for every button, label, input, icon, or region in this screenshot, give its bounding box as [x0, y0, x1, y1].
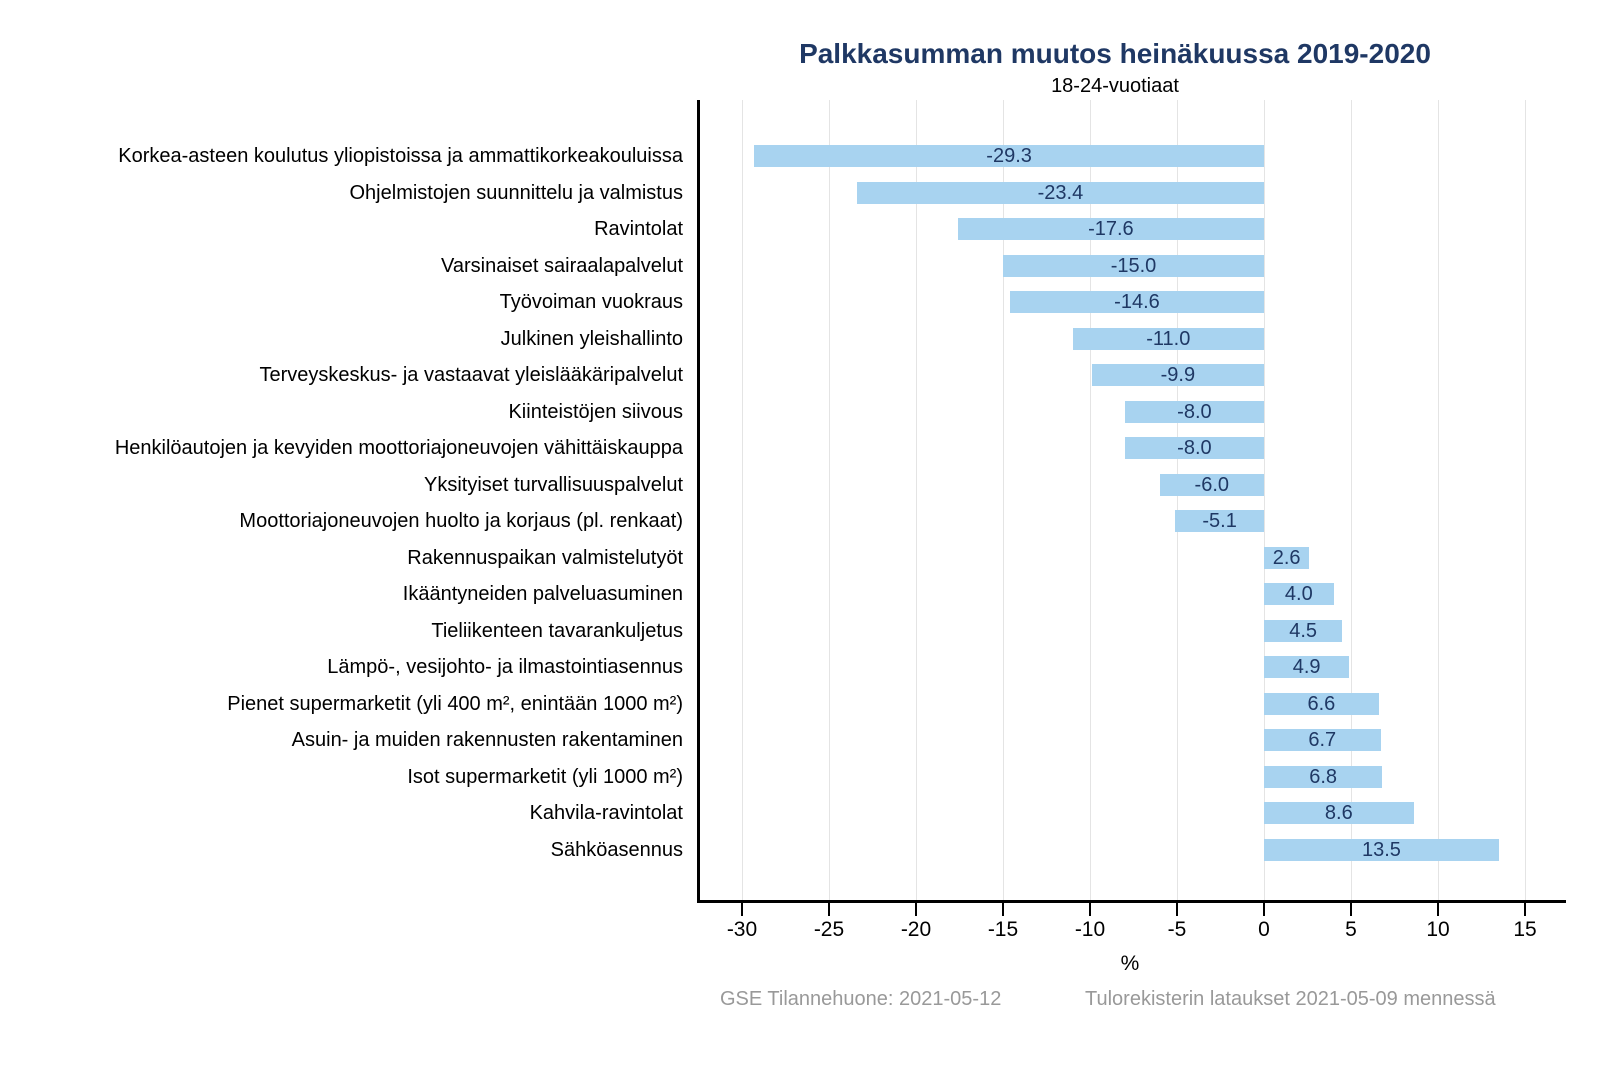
x-axis-tick: [828, 903, 830, 916]
bar-value-label: -15.0: [1110, 254, 1157, 277]
bar: [1264, 839, 1499, 861]
x-axis-tick-label: 10: [1426, 918, 1450, 941]
bar: [1264, 693, 1379, 715]
bar-value-label: -8.0: [1177, 400, 1212, 423]
bar: [1264, 583, 1334, 605]
bar-value-label: -8.0: [1177, 437, 1212, 459]
x-axis-tick-label: -10: [1074, 918, 1106, 941]
bar-value-label: 8.6: [1324, 802, 1353, 824]
gridline: [916, 100, 917, 900]
chart-title: Palkkasumman muutos heinäkuussa 2019-2020: [799, 38, 1431, 69]
category-label: Ravintolat: [594, 218, 683, 240]
bar-value-label: -9.9: [1160, 364, 1196, 386]
x-axis-tick-label: 5: [1345, 918, 1357, 941]
bar-value-label: -23.4: [1037, 181, 1084, 204]
bar-value-label: 4.5: [1289, 619, 1318, 642]
bar: [857, 182, 1264, 204]
x-axis-tick: [1263, 903, 1265, 916]
category-label: Asuin- ja muiden rakennusten rakentaminen: [291, 729, 683, 751]
bar: [1264, 547, 1309, 569]
bar-value-label: 6.8: [1309, 765, 1338, 788]
bar: [1003, 255, 1264, 277]
x-axis-tick: [1176, 903, 1178, 916]
bar-value-label: -11.0: [1146, 327, 1191, 350]
bar-value-label: 4.0: [1284, 583, 1313, 605]
category-label: Isot supermarketit (yli 1000 m²): [407, 765, 683, 788]
bar-value-label: 6.7: [1308, 729, 1337, 751]
x-axis-tick-label: -15: [987, 918, 1019, 941]
bar-value-label: -14.6: [1114, 291, 1160, 313]
gridline: [1438, 100, 1439, 900]
bar: [1264, 656, 1349, 678]
category-label: Kahvila-ravintolat: [529, 802, 683, 824]
gridline: [829, 100, 830, 900]
x-axis-tick-label: 15: [1513, 918, 1537, 941]
bar: [754, 145, 1264, 167]
bar: [1125, 437, 1264, 459]
x-axis-tick: [1350, 903, 1352, 916]
bar: [958, 218, 1264, 240]
bar: [1264, 729, 1381, 751]
category-label: Ikääntyneiden palveluasuminen: [402, 583, 683, 605]
gridline: [1525, 100, 1526, 900]
gridline: [742, 100, 743, 900]
category-label: Korkea-asteen koulutus yliopistoissa ja ammattikorkeakouluissa: [118, 145, 683, 167]
x-axis-tick-label: -25: [813, 918, 845, 941]
bar-value-label: 2.6: [1272, 546, 1301, 569]
plot-area: [697, 100, 1566, 903]
bar-value-label: -29.3: [986, 145, 1032, 167]
footer-source-right: Tulorekisterin lataukset 2021-05-09 mennessä: [1085, 988, 1496, 1010]
x-axis-tick-label: -20: [900, 918, 932, 941]
category-label: Moottoriajoneuvojen huolto ja korjaus (pl. renkaat): [239, 510, 683, 532]
bar: [1264, 802, 1414, 824]
category-label: Ohjelmistojen suunnittelu ja valmistus: [349, 181, 683, 204]
x-axis-tick-label: -30: [726, 918, 758, 941]
category-label: Pienet supermarketit (yli 400 m², enintään 1000 m²): [227, 692, 683, 715]
category-label: Yksityiset turvallisuuspalvelut: [424, 473, 683, 496]
bar: [1264, 766, 1382, 788]
x-axis-tick: [1524, 903, 1526, 916]
category-label: Työvoiman vuokraus: [499, 291, 683, 313]
bar-value-label: 6.6: [1307, 692, 1336, 715]
category-label: Sähköasennus: [550, 838, 683, 861]
bar: [1175, 510, 1264, 532]
category-label: Terveyskeskus- ja vastaavat yleislääkäripalvelut: [259, 364, 683, 386]
bar-value-label: -17.6: [1088, 218, 1134, 240]
x-axis-tick: [1002, 903, 1004, 916]
footer-source-left: GSE Tilannehuone: 2021-05-12: [720, 988, 1002, 1010]
category-label: Julkinen yleishallinto: [500, 327, 683, 350]
x-axis-tick: [741, 903, 743, 916]
x-axis-tick: [915, 903, 917, 916]
x-axis-label: %: [1120, 952, 1140, 975]
bar: [1073, 328, 1264, 350]
bar-value-label: 4.9: [1292, 656, 1321, 678]
category-label: Kiinteistöjen siivous: [508, 400, 683, 423]
x-axis-tick-label: 0: [1258, 918, 1270, 941]
category-label: Rakennuspaikan valmistelutyöt: [407, 546, 683, 569]
category-label: Henkilöautojen ja kevyiden moottoriajoneuvojen vähittäiskauppa: [114, 437, 683, 459]
bar: [1010, 291, 1264, 313]
x-axis-tick: [1089, 903, 1091, 916]
bar-value-label: 13.5: [1361, 838, 1401, 861]
category-label: Lämpö-, vesijohto- ja ilmastointiasennus: [327, 656, 683, 678]
bar: [1125, 401, 1264, 423]
bar-value-label: -6.0: [1194, 473, 1230, 496]
bar: [1092, 364, 1264, 386]
x-axis-tick: [1437, 903, 1439, 916]
chart-subtitle: 18-24-vuotiaat: [1051, 75, 1179, 97]
x-axis-tick-label: -5: [1167, 918, 1187, 941]
bar: [1264, 620, 1342, 642]
category-label: Varsinaiset sairaalapalvelut: [441, 254, 683, 277]
category-label: Tieliikenteen tavarankuljetus: [431, 619, 683, 642]
bar: [1160, 474, 1264, 496]
bar-value-label: -5.1: [1202, 510, 1237, 532]
